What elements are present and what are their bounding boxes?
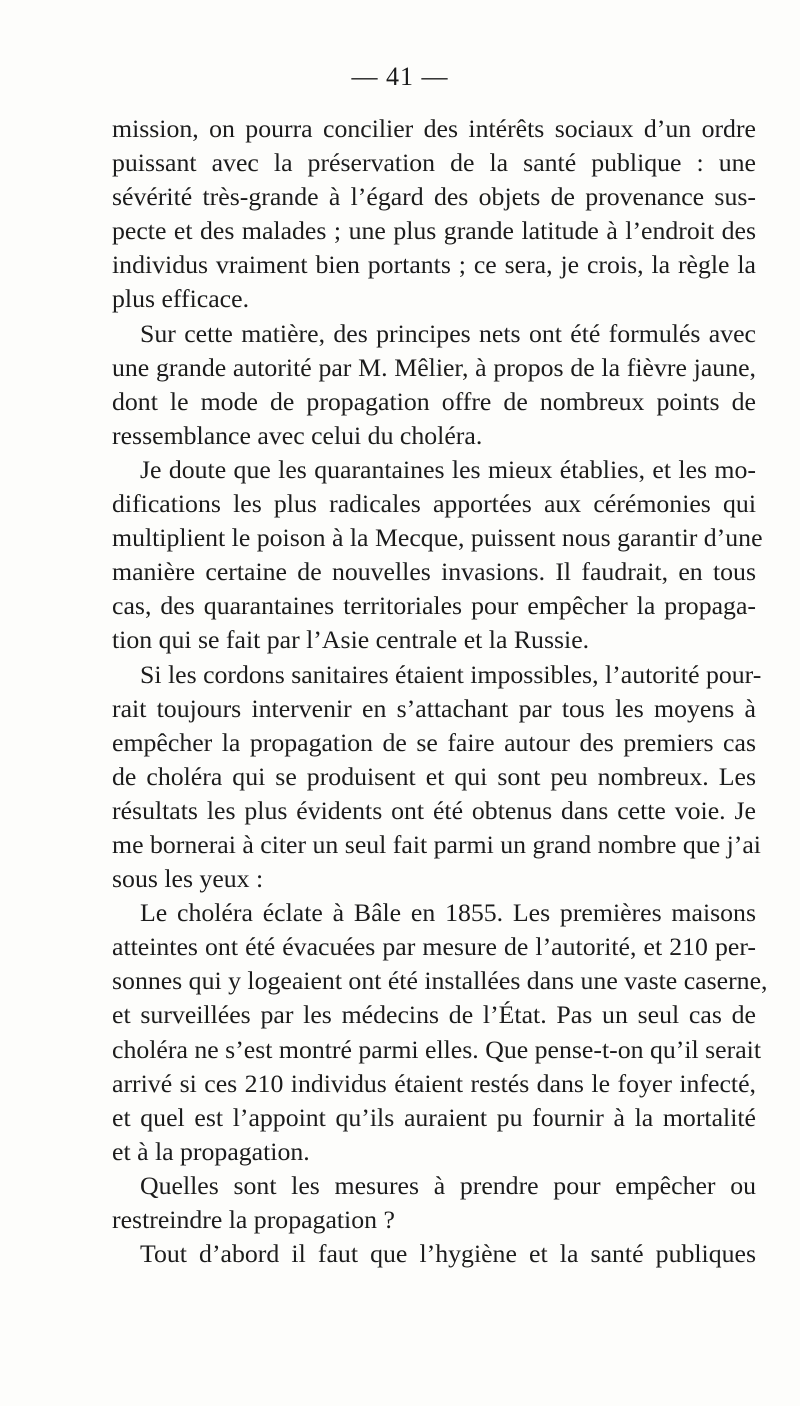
text-line: Quelles sont les mesures à prendre pour empêcher ou	[140, 1170, 756, 1200]
text-line: sous les yeux :	[112, 864, 264, 894]
text-line: et quel est l’appoint qu’ils auraient pu fournir à la mortalité	[112, 1102, 756, 1132]
text-line: pecte et des malades ; une plus grande latitude à l’endroit des	[112, 216, 756, 246]
text-line: difications les plus radicales apportées aux cérémonies qui	[112, 489, 756, 519]
text-line: puissant avec la préservation de la santé publique : une	[112, 148, 756, 178]
text-line: cas, des quarantaines territoriales pour empêcher la propaga-	[112, 591, 756, 621]
text-line: mission, on pourra concilier des intérêts sociaux d’un ordre	[112, 114, 756, 143]
text-line: individus vraiment bien portants ; ce sera, je crois, la règle la	[112, 250, 756, 280]
text-line: résultats les plus évidents ont été obtenus dans cette voie. Je	[112, 795, 756, 825]
text-line: choléra ne s’est montré parmi elles. Que pense-t-on qu’il serait	[112, 1034, 761, 1064]
text-line: sévérité très-grande à l’égard des objets de provenance sus-	[112, 182, 756, 212]
body-text	[112, 112, 768, 1271]
text-line: Le choléra éclate à Bâle en 1855. Les premières maisons	[140, 898, 756, 928]
text-line: empêcher la propagation de se faire autour des premiers cas	[112, 727, 756, 757]
text-line: multiplient le poison à la Mecque, puissent nous garantir d’une	[112, 523, 763, 553]
page-number: — 41 —	[351, 62, 449, 91]
text-line: de choléra qui se produisent et qui sont peu nombreux. Les	[112, 761, 756, 791]
text-line: dont le mode de propagation offre de nombreux points de	[112, 386, 756, 416]
text-line: rait toujours intervenir en s’attachant par tous les moyens à	[112, 693, 756, 723]
text-line: Tout d’abord il faut que l’hygiène et la santé publiques	[140, 1239, 756, 1269]
text-line: atteintes ont été évacuées par mesure de l’autorité, et 210 per-	[112, 932, 756, 962]
text-line: une grande autorité par M. Mêlier, à propos de la fièvre jaune,	[112, 352, 756, 382]
text-line: ressemblance avec celui du choléra.	[112, 420, 483, 450]
text-line: me bornerai à citer un seul fait parmi un grand nombre que j’ai	[112, 829, 761, 859]
text-line: restreindre la propagation ?	[112, 1205, 395, 1234]
text-line: Sur cette matière, des principes nets ont été formulés avec	[140, 318, 756, 348]
text-line: Si les cordons sanitaires étaient impossibles, l’autorité pour-	[140, 659, 762, 689]
text-line: manière certaine de nouvelles invasions. Il faudrait, en tous	[112, 557, 756, 587]
text-line: sonnes qui y logeaient ont été installées dans une vaste caserne,	[112, 966, 768, 996]
text-line: et à la propagation.	[112, 1136, 310, 1166]
text-line: Je doute que les quarantaines les mieux établies, et les mo-	[140, 454, 756, 484]
text-line: arrivé si ces 210 individus étaient restés dans le foyer infecté,	[112, 1068, 756, 1098]
text-line: et surveillées par les médecins de l’État. Pas un seul cas de	[112, 1000, 756, 1030]
text-line: tion qui se fait par l’Asie centrale et la Russie.	[112, 625, 590, 655]
text-line: plus efficace.	[112, 284, 250, 314]
